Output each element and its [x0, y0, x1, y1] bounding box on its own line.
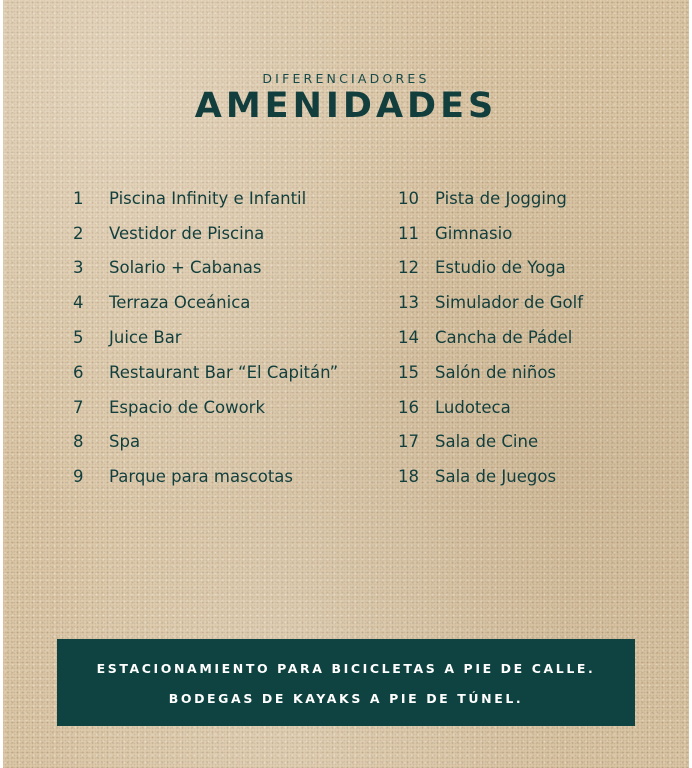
amenity-label: Piscina Infinity e Infantil — [109, 188, 307, 208]
page-title: AMENIDADES — [194, 86, 498, 126]
amenity-number: 9 — [73, 467, 84, 487]
info-banner — [57, 639, 635, 726]
amenity-item — [73, 425, 388, 460]
amenity-number: 8 — [73, 432, 84, 452]
amenity-item — [398, 320, 688, 355]
banner-bicycle-parking-text: ESTACIONAMIENTO PARA BICICLETAS A PIE DE CALLE. — [96, 661, 596, 676]
amenity-label: Juice Bar — [109, 328, 182, 348]
amenity-item — [398, 355, 688, 390]
amenity-item — [73, 459, 388, 494]
amenity-number: 4 — [73, 293, 84, 313]
amenity-number: 13 — [398, 293, 419, 313]
amenity-label: Parque para mascotas — [109, 467, 293, 487]
amenity-number: 6 — [73, 362, 84, 382]
amenity-number: 7 — [73, 397, 84, 417]
section-eyebrow: DIFERENCIADORES — [262, 71, 430, 86]
amenity-number: 10 — [398, 188, 419, 208]
amenity-label: Sala de Juegos — [435, 467, 557, 487]
amenity-number: 17 — [398, 432, 419, 452]
amenity-label: Pista de Jogging — [435, 188, 567, 208]
amenity-item — [73, 355, 388, 390]
amenities-list-left — [73, 181, 388, 494]
amenity-label: Espacio de Cowork — [109, 397, 266, 417]
amenity-label: Vestidor de Piscina — [109, 223, 265, 243]
amenity-number: 16 — [398, 397, 419, 417]
amenity-label: Spa — [109, 432, 141, 452]
amenity-item — [398, 285, 688, 320]
amenity-number: 3 — [73, 258, 84, 278]
amenity-item — [398, 181, 688, 216]
amenity-item — [73, 320, 388, 355]
amenity-item — [73, 216, 388, 251]
amenity-label: Solario + Cabanas — [109, 258, 262, 278]
amenity-item — [73, 181, 388, 216]
amenity-item — [73, 285, 388, 320]
amenity-number: 12 — [398, 258, 419, 278]
amenity-label: Salón de niños — [435, 362, 557, 382]
amenity-item — [398, 425, 688, 460]
amenity-label: Restaurant Bar “El Capitán” — [109, 362, 339, 382]
banner-kayak-storage-text: BODEGAS DE KAYAKS A PIE DE TÚNEL. — [168, 691, 524, 706]
amenity-number: 11 — [398, 223, 419, 243]
amenity-label: Estudio de Yoga — [435, 258, 566, 278]
amenity-label: Terraza Oceánica — [109, 293, 251, 313]
amenity-item — [398, 216, 688, 251]
amenity-number: 15 — [398, 362, 419, 382]
amenity-number: 2 — [73, 223, 84, 243]
amenity-label: Gimnasio — [435, 223, 513, 243]
amenity-label: Simulador de Golf — [435, 293, 584, 313]
amenity-number: 1 — [73, 188, 84, 208]
amenities-list-right — [398, 181, 688, 494]
amenity-label: Cancha de Pádel — [435, 328, 573, 348]
amenity-label: Sala de Cine — [435, 432, 539, 452]
amenity-item — [398, 459, 688, 494]
amenity-number: 14 — [398, 328, 419, 348]
amenity-item — [73, 251, 388, 286]
amenity-number: 5 — [73, 328, 84, 348]
amenity-item — [73, 390, 388, 425]
amenity-label: Ludoteca — [435, 397, 511, 417]
amenity-number: 18 — [398, 467, 419, 487]
amenity-item — [398, 390, 688, 425]
amenity-item — [398, 251, 688, 286]
